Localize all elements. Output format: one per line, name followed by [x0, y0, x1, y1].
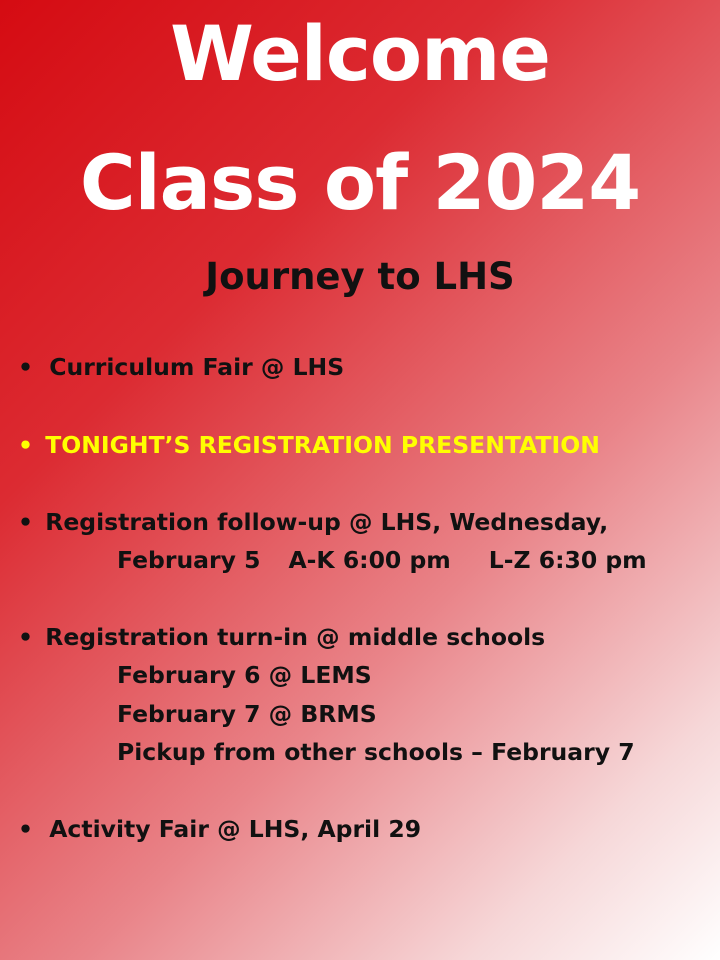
- followup-times: [117, 546, 647, 574]
- followup-l-z: L-Z 6:30 pm: [488, 546, 647, 574]
- bullet-symbol: •: [18, 353, 34, 381]
- bullet-curriculum-fair: [18, 353, 345, 381]
- followup-date: February 5: [117, 546, 261, 574]
- bullet-symbol: •: [18, 508, 34, 536]
- followup-heading: Registration follow-up @ LHS, Wednesday,: [45, 508, 609, 536]
- curriculum-fair-text: Curriculum Fair @ LHS: [49, 353, 345, 381]
- activity-fair-text: Activity Fair @ LHS, April 29: [49, 815, 422, 843]
- bullet-symbol: •: [18, 815, 34, 843]
- bullet-activity-fair: [18, 815, 422, 843]
- followup-a-k: A-K 6:00 pm: [288, 546, 451, 574]
- bullet-registration-followup: [18, 508, 609, 536]
- bullet-symbol: •: [18, 431, 34, 459]
- bullet-registration-turnin: [18, 623, 546, 651]
- subtitle: Journey to LHS: [205, 255, 515, 298]
- title-welcome: Welcome: [170, 9, 550, 98]
- turnin-line-lems: February 6 @ LEMS: [117, 661, 372, 689]
- turnin-heading: Registration turn-in @ middle schools: [45, 623, 546, 651]
- bullet-tonights-registration: [18, 431, 600, 459]
- bullet-symbol: •: [18, 623, 34, 651]
- turnin-line-pickup: Pickup from other schools – February 7: [117, 738, 635, 766]
- tonights-registration-text: TONIGHT’S REGISTRATION PRESENTATION: [45, 431, 600, 459]
- turnin-line-brms: February 7 @ BRMS: [117, 700, 377, 728]
- title-class-of-2024: Class of 2024: [79, 138, 641, 227]
